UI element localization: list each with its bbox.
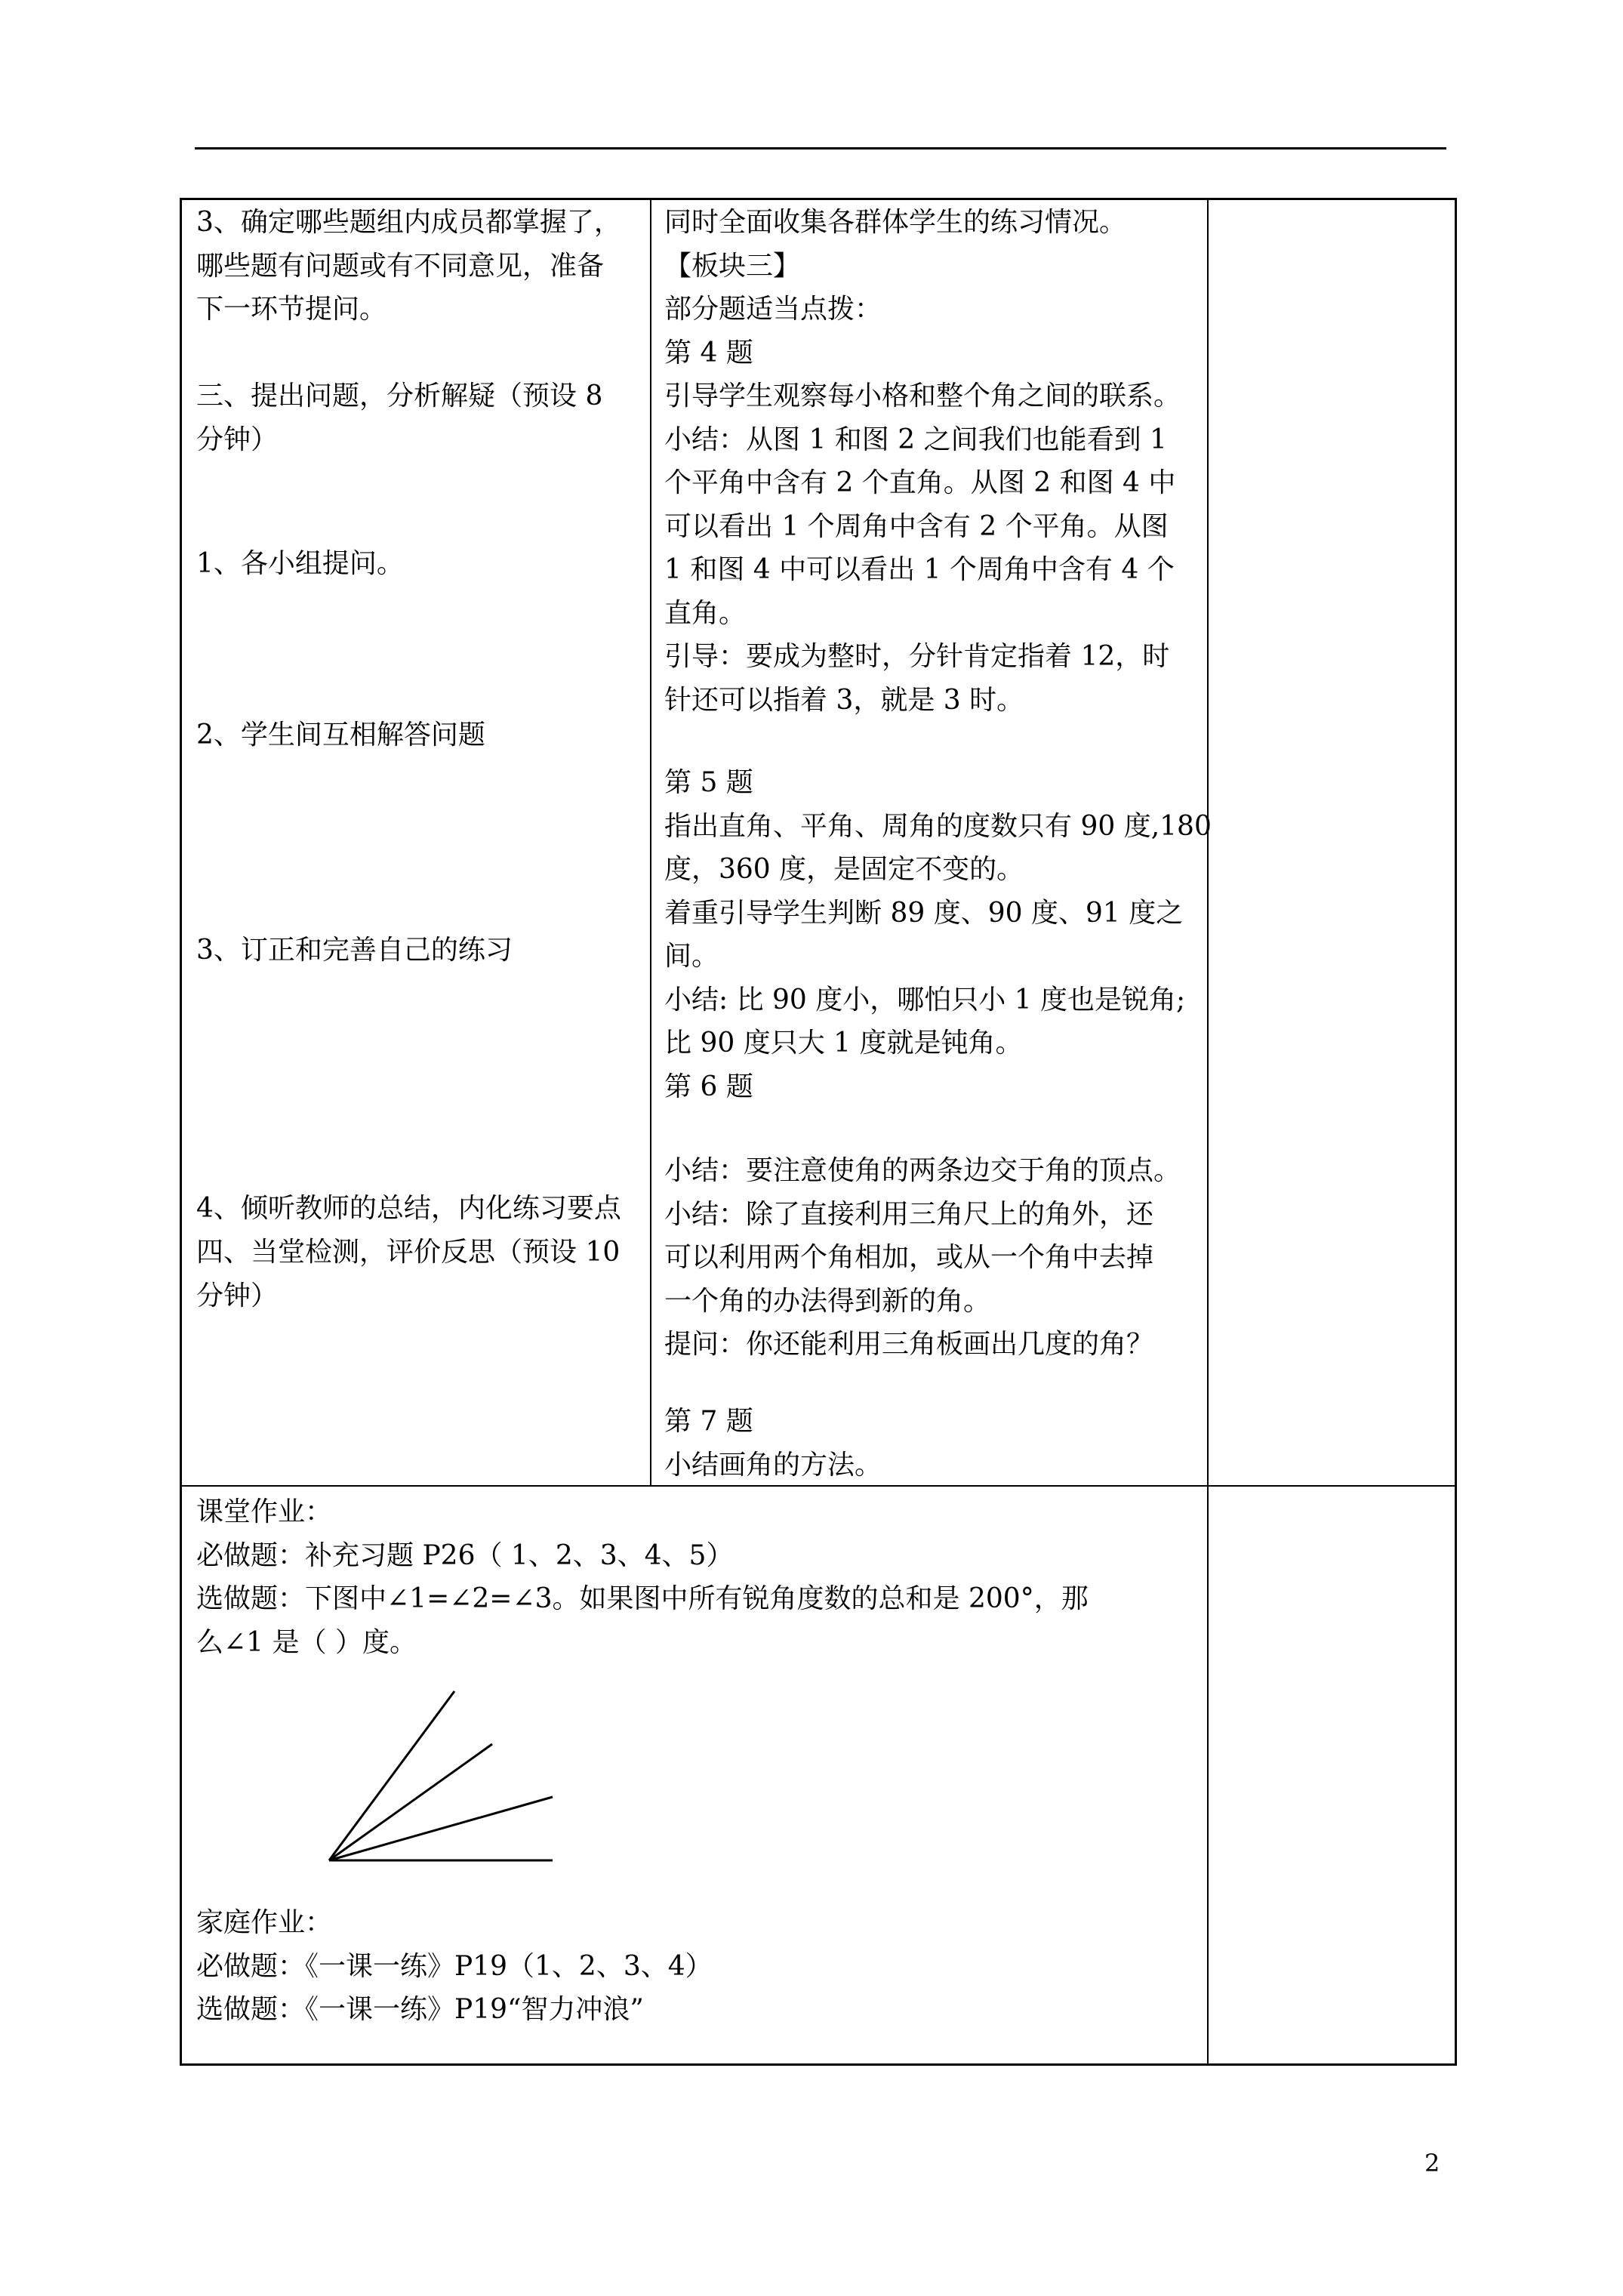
page-number: 2 bbox=[1424, 2149, 1440, 2177]
left-item-3b: 3、订正和完善自己的练习 bbox=[196, 935, 513, 966]
angle-ray-2 bbox=[329, 1744, 492, 1860]
left-item-1: 1、各小组提问。 bbox=[196, 548, 404, 579]
angle-diagram bbox=[317, 1676, 566, 1872]
angle-ray-1 bbox=[329, 1691, 454, 1860]
middle-block-b: 第 5 题 指出直角、平角、周角的度数只有 90 度,180 度，360 度，是固定不变的。 着重引导学生判断 89 度、90 度、91 度之 间。 小结: 比 90 度小，哪怕只小 1 度也是锐角; 比 90 度只大 1 度就是钝角。 第 6 题 bbox=[664, 767, 1212, 1102]
middle-block-a: 同时全面收集各群体学生的练习情况。 【板块三】 部分题适当点拨： 第 4 题 引导学生观察每小格和整个角之间的联系。 小结：从图 1 和图 2 之间我们也能看到 1 个平角中含有 2 个直角。从图 2 和图 4 中 可以看出 1 个周角中含有 2 个平角。从图 1 和图 4 中可以看出 1 个周角中含有 4 个 直角。 引导：要成为整时，分针肯定指着 12，时 针还可以指着 3，就是 3 时。 bbox=[664, 207, 1181, 716]
middle-block-d: 第 7 题 小结画角的方法。 bbox=[664, 1406, 882, 1481]
left-item-4: 4、倾听教师的总结，内化练习要点 bbox=[196, 1193, 621, 1224]
left-section-3-heading: 三、提出问题，分析解疑（预设 8 分钟） bbox=[196, 381, 603, 455]
header-rule bbox=[195, 147, 1446, 149]
left-item-3: 3、确定哪些题组内成员都掌握了， 哪些题有问题或有不同意见，准备 下一环节提问。 bbox=[196, 207, 621, 325]
angle-ray-3 bbox=[329, 1797, 553, 1860]
class-homework: 课堂作业： 必做题：补充习题 P26（ 1、2、3、4、5） 选做题：下图中∠1=∠2=∠3。如果图中所有锐角度数的总和是 200°，那 么∠1 是（ ）度。 bbox=[196, 1496, 1089, 1658]
column-divider-1 bbox=[650, 198, 651, 1487]
left-section-4-heading: 四、当堂检测，评价反思（预设 10 分钟） bbox=[196, 1237, 621, 1311]
middle-block-c: 小结：要注意使角的两条边交于角的顶点。 小结：除了直接利用三角尺上的角外，还 可以利用两个角相加，或从一个角中去掉 一个角的办法得到新的角。 提问：你还能利用三角板画出几度的角？ bbox=[664, 1155, 1181, 1360]
home-homework: 家庭作业： 必做题：《一课一练》P19（1、2、3、4） 选做题：《一课一练》P19“智力冲浪” bbox=[196, 1907, 713, 2025]
left-item-2: 2、学生间互相解答问题 bbox=[196, 720, 485, 750]
column-divider-2 bbox=[1207, 198, 1209, 2066]
